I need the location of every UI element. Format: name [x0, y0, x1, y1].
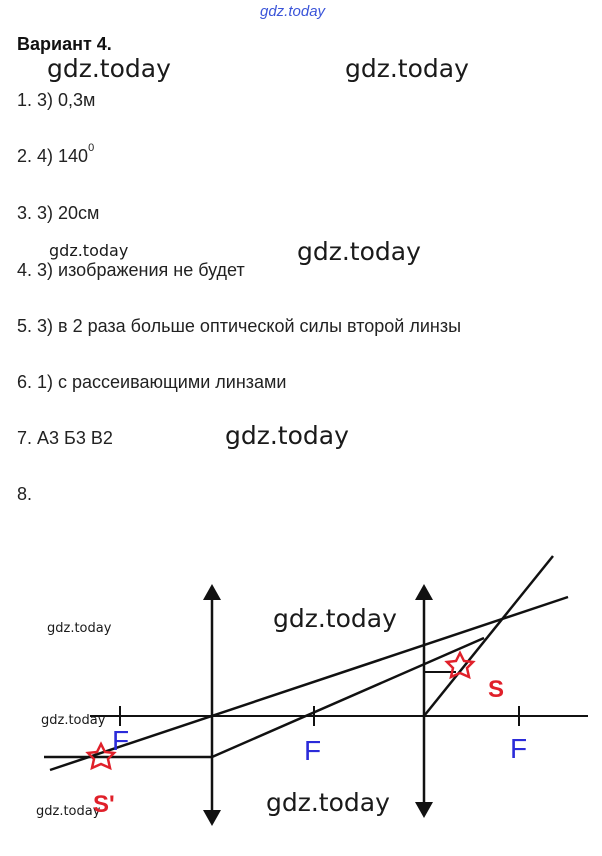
answer-8: 8. — [17, 484, 33, 504]
answer-1: 1. 3) 0,3м — [17, 90, 96, 110]
lens-1 — [203, 584, 221, 826]
source-star — [447, 653, 473, 677]
watermark: gdz.today — [47, 54, 171, 83]
answer-5: 5. 3) в 2 раза больше оптической силы второй линзы — [17, 316, 462, 336]
watermark: gdz.today — [273, 604, 397, 633]
answer-3: 3. 3) 20см — [17, 203, 100, 223]
focus-label: F — [510, 733, 528, 764]
degree-superscript: 0 — [88, 142, 95, 154]
watermark: gdz.today — [266, 788, 390, 817]
header-watermark: gdz.today — [260, 3, 326, 20]
answer-6: 6. 1) с рассеивающими линзами — [17, 372, 287, 392]
watermark: gdz.today — [49, 241, 129, 260]
watermark: gdz.today — [36, 804, 101, 819]
focus-label: F — [112, 725, 130, 756]
answer-4: 4. 3) изображения не будет — [17, 260, 245, 280]
watermark: gdz.today — [47, 621, 112, 636]
source-label: S — [488, 676, 505, 703]
watermark: gdz.today — [345, 54, 469, 83]
image-label: S' — [93, 791, 115, 818]
focus-label: F — [304, 735, 322, 766]
answer-7: 7. А3 Б3 В2 — [17, 428, 113, 448]
answer-2-text: 2. 4) 140 — [17, 146, 89, 166]
watermark: gdz.today — [225, 421, 349, 450]
lens-2 — [415, 584, 433, 818]
ray — [212, 638, 484, 757]
watermark: gdz.today — [41, 713, 106, 728]
variant-title: Вариант 4. — [17, 34, 112, 54]
watermark: gdz.today — [297, 237, 421, 266]
